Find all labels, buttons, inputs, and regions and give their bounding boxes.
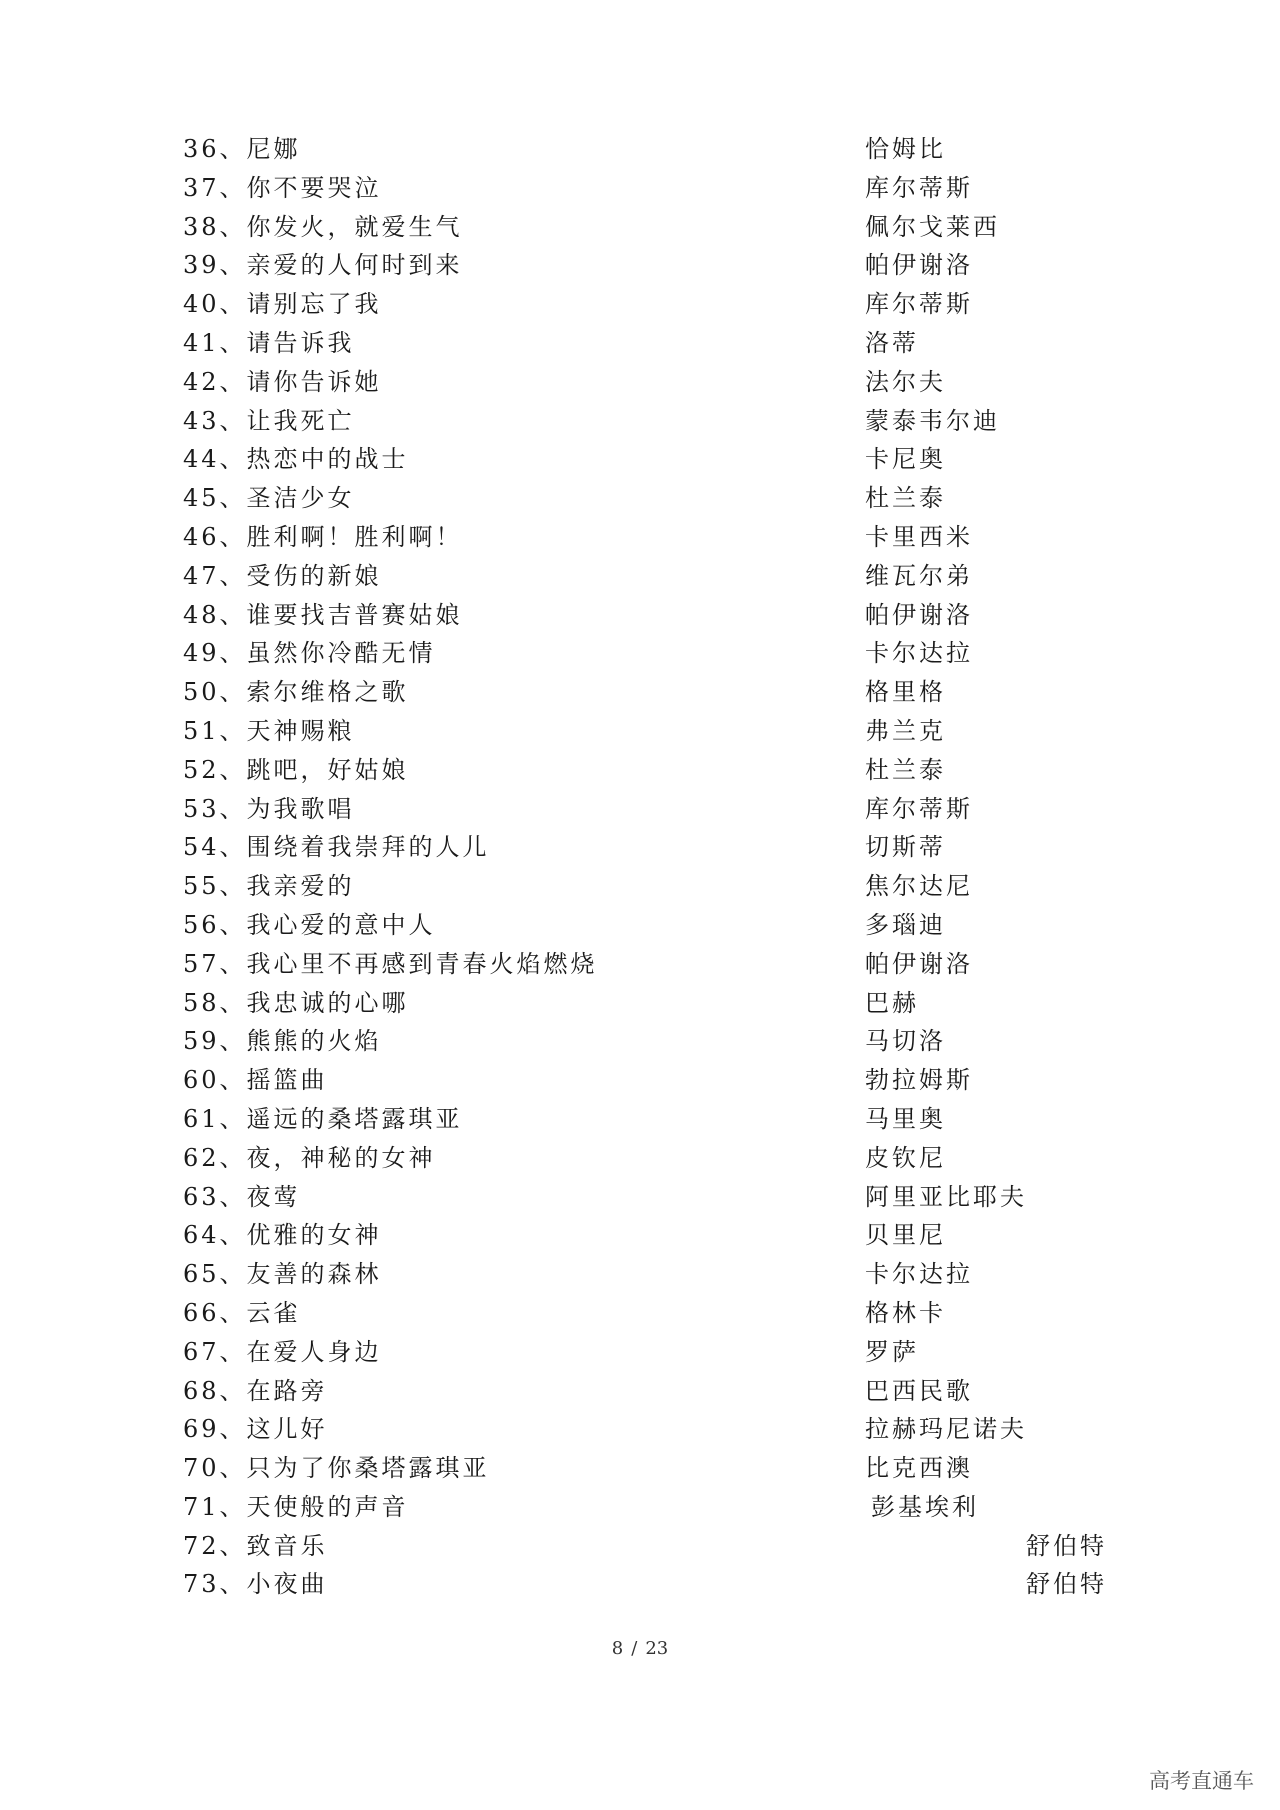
song-title: 43、让我死亡 xyxy=(183,406,355,435)
composer-name: 杜兰泰 xyxy=(865,484,946,513)
list-item xyxy=(183,169,1133,208)
list-item xyxy=(183,1022,1133,1061)
song-title: 55、我亲爱的 xyxy=(183,872,355,901)
composer-name: 彭基埃利 xyxy=(871,1492,979,1521)
song-title: 37、你不要哭泣 xyxy=(183,173,382,202)
composer-name: 库尔蒂斯 xyxy=(865,173,973,202)
list-item xyxy=(183,673,1133,712)
song-title: 66、云雀 xyxy=(183,1298,301,1327)
song-title: 40、请别忘了我 xyxy=(183,290,382,319)
list-item xyxy=(183,1333,1133,1372)
composer-name: 马里奥 xyxy=(865,1104,946,1133)
composer-name: 焦尔达尼 xyxy=(865,872,973,901)
list-item xyxy=(183,285,1133,324)
list-item xyxy=(183,1410,1133,1449)
song-title: 68、在路旁 xyxy=(183,1376,328,1405)
list-item xyxy=(183,324,1133,363)
composer-name: 洛蒂 xyxy=(865,328,919,357)
song-title: 39、亲爱的人何时到来 xyxy=(183,251,463,280)
song-title: 47、受伤的新娘 xyxy=(183,561,382,590)
song-title: 38、你发火，就爱生气 xyxy=(183,212,463,241)
song-title: 45、圣洁少女 xyxy=(183,484,355,513)
composer-name: 多瑙迪 xyxy=(865,910,946,939)
composer-name: 弗兰克 xyxy=(865,716,946,745)
composer-name: 皮钦尼 xyxy=(865,1143,946,1172)
song-title: 59、熊熊的火焰 xyxy=(183,1027,382,1056)
list-item xyxy=(183,440,1133,479)
song-title: 62、夜，神秘的女神 xyxy=(183,1143,436,1172)
song-title: 69、这儿好 xyxy=(183,1415,328,1444)
list-item xyxy=(183,712,1133,751)
song-title: 51、天神赐粮 xyxy=(183,716,355,745)
composer-name: 法尔夫 xyxy=(865,367,946,396)
song-title: 41、请告诉我 xyxy=(183,328,355,357)
song-title: 53、为我歌唱 xyxy=(183,794,355,823)
song-title: 70、只为了你桑塔露琪亚 xyxy=(183,1454,490,1483)
composer-name: 库尔蒂斯 xyxy=(865,290,973,319)
list-item xyxy=(183,1100,1133,1139)
list-item xyxy=(183,518,1133,557)
composer-name: 佩尔戈莱西 xyxy=(865,212,1000,241)
composer-name: 卡尔达拉 xyxy=(865,639,973,668)
composer-name: 舒伯特 xyxy=(1026,1531,1107,1560)
composer-name: 巴西民歌 xyxy=(865,1376,973,1405)
composer-name: 蒙泰韦尔迪 xyxy=(865,406,1000,435)
song-title: 54、围绕着我崇拜的人儿 xyxy=(183,833,490,862)
composer-name: 巴赫 xyxy=(865,988,919,1017)
song-title: 60、摇篮曲 xyxy=(183,1066,328,1095)
song-title: 72、致音乐 xyxy=(183,1531,328,1560)
composer-name: 库尔蒂斯 xyxy=(865,794,973,823)
song-title: 63、夜莺 xyxy=(183,1182,301,1211)
song-list xyxy=(183,130,1133,1604)
song-title: 58、我忠诚的心哪 xyxy=(183,988,409,1017)
composer-name: 罗萨 xyxy=(865,1337,919,1366)
composer-name: 帕伊谢洛 xyxy=(865,251,973,280)
composer-name: 勃拉姆斯 xyxy=(865,1066,973,1095)
list-item xyxy=(183,1255,1133,1294)
list-item xyxy=(183,596,1133,635)
list-item xyxy=(183,751,1133,790)
list-item xyxy=(183,208,1133,247)
list-item xyxy=(183,1061,1133,1100)
list-item xyxy=(183,1488,1133,1527)
list-item xyxy=(183,246,1133,285)
list-item xyxy=(183,363,1133,402)
list-item xyxy=(183,790,1133,829)
list-item xyxy=(183,402,1133,441)
total-pages: 23 xyxy=(645,1638,669,1659)
song-title: 46、胜利啊！胜利啊！ xyxy=(183,522,463,551)
song-title: 65、友善的森林 xyxy=(183,1260,382,1289)
list-item xyxy=(183,867,1133,906)
page-separator: / xyxy=(631,1638,638,1659)
composer-name: 杜兰泰 xyxy=(865,755,946,784)
list-item xyxy=(183,1216,1133,1255)
list-item xyxy=(183,557,1133,596)
composer-name: 卡尼奥 xyxy=(865,445,946,474)
page-number xyxy=(0,1638,1280,1659)
list-item xyxy=(183,1178,1133,1217)
composer-name: 维瓦尔弟 xyxy=(865,561,973,590)
composer-name: 舒伯特 xyxy=(1026,1570,1107,1599)
song-title: 50、索尔维格之歌 xyxy=(183,678,409,707)
current-page: 8 xyxy=(611,1638,624,1659)
song-title: 49、虽然你冷酷无情 xyxy=(183,639,436,668)
list-item xyxy=(183,828,1133,867)
list-item xyxy=(183,1139,1133,1178)
song-title: 52、跳吧，好姑娘 xyxy=(183,755,409,784)
composer-name: 拉赫玛尼诺夫 xyxy=(865,1415,1027,1444)
list-item xyxy=(183,1565,1133,1604)
song-title: 56、我心爱的意中人 xyxy=(183,910,436,939)
composer-name: 切斯蒂 xyxy=(865,833,946,862)
composer-name: 格林卡 xyxy=(865,1298,946,1327)
composer-name: 贝里尼 xyxy=(865,1221,946,1250)
composer-name: 格里格 xyxy=(865,678,946,707)
list-item xyxy=(183,1527,1133,1566)
composer-name: 卡尔达拉 xyxy=(865,1260,973,1289)
song-title: 57、我心里不再感到青春火焰燃烧 xyxy=(183,949,598,978)
watermark-text: 高考直通车 xyxy=(1149,1769,1254,1793)
list-item xyxy=(183,1372,1133,1411)
list-item xyxy=(183,945,1133,984)
song-title: 36、尼娜 xyxy=(183,135,301,163)
song-title: 42、请你告诉她 xyxy=(183,367,382,396)
composer-name: 比克西澳 xyxy=(865,1454,973,1483)
song-title: 73、小夜曲 xyxy=(183,1570,328,1599)
list-item xyxy=(183,634,1133,673)
composer-name: 恰姆比 xyxy=(865,135,946,163)
composer-name: 帕伊谢洛 xyxy=(865,949,973,978)
song-title: 44、热恋中的战士 xyxy=(183,445,409,474)
song-title: 64、优雅的女神 xyxy=(183,1221,382,1250)
song-title: 71、天使般的声音 xyxy=(183,1492,409,1521)
list-item xyxy=(183,906,1133,945)
list-item xyxy=(183,479,1133,518)
song-title: 48、谁要找吉普赛姑娘 xyxy=(183,600,463,629)
list-item xyxy=(183,984,1133,1023)
list-item xyxy=(183,1294,1133,1333)
list-item xyxy=(183,1449,1133,1488)
song-title: 67、在爱人身边 xyxy=(183,1337,382,1366)
list-item xyxy=(183,130,1133,169)
composer-name: 卡里西米 xyxy=(865,522,973,551)
composer-name: 阿里亚比耶夫 xyxy=(865,1182,1027,1211)
song-title: 61、遥远的桑塔露琪亚 xyxy=(183,1104,463,1133)
composer-name: 帕伊谢洛 xyxy=(865,600,973,629)
composer-name: 马切洛 xyxy=(865,1027,946,1056)
